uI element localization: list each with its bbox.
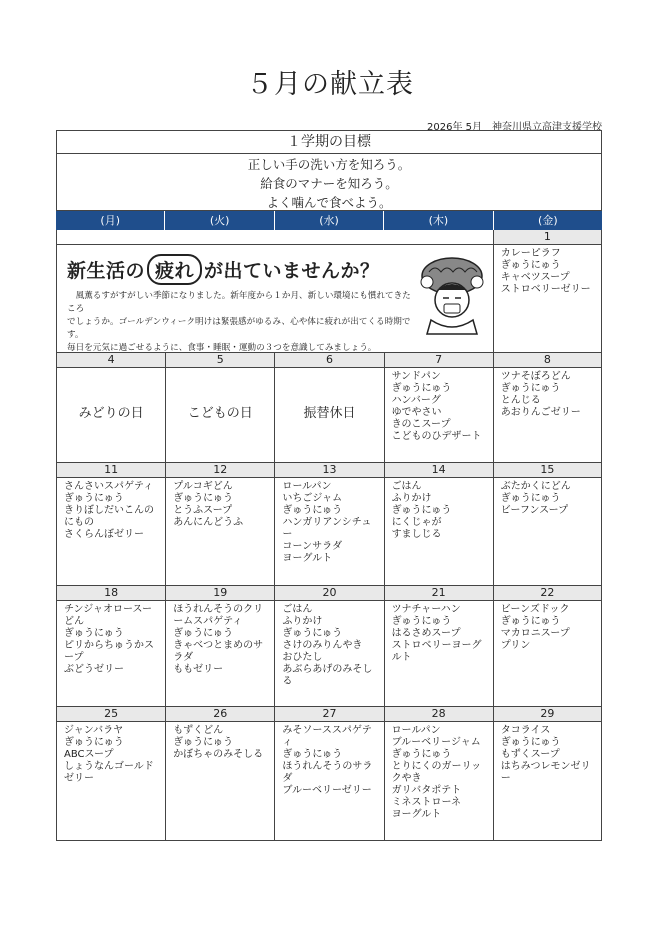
menu-item: カレーピラフ xyxy=(500,248,561,259)
notice-line: でしょうか。ゴールデンウィーク明けは緊張感がゆるみ、心や体に疲れが出てくる時期です。 xyxy=(67,317,411,340)
menu-list xyxy=(166,722,274,761)
goal-item: 正しい手の洗い方を知ろう。 xyxy=(247,157,411,172)
menu-item: さけのみりんやき xyxy=(282,640,363,651)
menu-list xyxy=(385,478,493,541)
calendar-day-cell xyxy=(165,586,274,707)
day-number: 27 xyxy=(275,707,383,722)
calendar-day-cell xyxy=(493,463,602,586)
day-number: 7 xyxy=(385,353,493,368)
menu-item: ももゼリー xyxy=(173,664,224,675)
calendar-day-cell xyxy=(274,586,383,707)
menu-item: ブルーベリーゼリー xyxy=(282,785,372,796)
notice-panel xyxy=(56,230,493,353)
menu-list xyxy=(166,601,274,676)
menu-item: ストロベリーヨーグルト xyxy=(391,640,482,663)
menu-list xyxy=(166,478,274,529)
menu-item: ぎゅうにゅう xyxy=(282,505,343,516)
menu-item: はちみつレモンゼリー xyxy=(500,761,591,784)
menu-item: タコライス xyxy=(500,725,551,736)
menu-list xyxy=(57,478,165,541)
weekday-wed: (水) xyxy=(275,211,384,230)
menu-item: ぎゅうにゅう xyxy=(64,493,124,504)
calendar-day-cell xyxy=(165,707,274,841)
day-number: 26 xyxy=(166,707,274,722)
menu-item: ロールパン xyxy=(282,481,332,492)
menu-list xyxy=(57,421,165,424)
holiday-label: こどもの日 xyxy=(187,406,253,421)
notice-headline-b: 疲れ xyxy=(147,254,202,285)
menu-item: キャベツスープ xyxy=(500,272,570,283)
menu-item: はるさめスープ xyxy=(391,628,461,639)
menu-item: ロールパン xyxy=(391,725,441,736)
calendar-day-cell xyxy=(56,463,165,586)
menu-item: あんにんどうふ xyxy=(173,517,244,528)
menu-item: ハンバーグ xyxy=(391,395,441,406)
menu-item: しょうなんゴールドゼリー xyxy=(64,761,154,784)
weekday-thu: (木) xyxy=(384,211,493,230)
calendar-day-cell xyxy=(274,353,383,463)
menu-item: いちごジャム xyxy=(282,493,343,504)
menu-item: ピリからちゅうかスープ xyxy=(64,640,154,663)
notice-headline xyxy=(67,254,380,285)
goals-heading: １学期の目標 xyxy=(57,131,601,154)
calendar-day-cell xyxy=(384,586,493,707)
menu-item: あぶらあげのみそしる xyxy=(282,664,373,687)
menu-item: さくらんぼゼリー xyxy=(64,529,144,540)
menu-item: にくじゃが xyxy=(391,517,442,528)
day-number: 5 xyxy=(166,353,274,368)
notice-line: 風薫るすがすがしい季節になりました。新年度から１か月、新しい環境にも慣れてきたころ xyxy=(67,291,411,314)
menu-item: ガリバタポテト xyxy=(391,785,462,796)
calendar-day-cell xyxy=(493,230,602,353)
calendar-day-cell xyxy=(274,707,383,841)
menu-item: とんじる xyxy=(500,395,541,406)
menu-item: ふりかけ xyxy=(391,493,432,504)
menu-item: さんさいスパゲティ xyxy=(64,481,154,492)
menu-item: ぎゅうにゅう xyxy=(500,383,561,394)
menu-list xyxy=(385,722,493,821)
menu-item: ぎゅうにゅう xyxy=(64,628,124,639)
menu-item: おひたし xyxy=(282,652,323,663)
menu-item: ぎゅうにゅう xyxy=(391,383,452,394)
menu-item: ぎゅうにゅう xyxy=(500,493,561,504)
day-number: 4 xyxy=(57,353,165,368)
menu-item: ハンガリアンシチュー xyxy=(282,517,372,540)
menu-item: きりぼしだいこんのにもの xyxy=(64,505,154,528)
day-number: 22 xyxy=(494,586,601,601)
weekday-tue: (火) xyxy=(165,211,274,230)
day-number: 18 xyxy=(57,586,165,601)
menu-list xyxy=(275,421,383,424)
notice-headline-a: 新生活の xyxy=(67,260,146,282)
menu-calendar xyxy=(56,230,602,841)
calendar-day-cell xyxy=(56,707,165,841)
day-number: 28 xyxy=(385,707,493,722)
day-number: 1 xyxy=(494,230,601,245)
menu-item: ぎゅうにゅう xyxy=(500,737,561,748)
holiday-label: みどりの日 xyxy=(78,406,144,421)
day-number: 12 xyxy=(166,463,274,478)
day-number: 19 xyxy=(166,586,274,601)
menu-item: ぎゅうにゅう xyxy=(500,616,561,627)
goal-item: よく噛んで食べよう。 xyxy=(266,195,392,210)
menu-list xyxy=(494,722,601,785)
menu-list xyxy=(275,478,383,565)
menu-item: ストロベリーゼリー xyxy=(500,284,591,295)
page-title: ５月の献立表 xyxy=(246,69,414,100)
calendar-week-2 xyxy=(56,353,602,463)
calendar-week-3 xyxy=(56,463,602,586)
calendar-week-1 xyxy=(56,230,602,353)
menu-item: ぎゅうにゅう xyxy=(500,260,561,271)
menu-item: ぎゅうにゅう xyxy=(173,493,233,504)
menu-item: ツナチャーハン xyxy=(391,604,461,615)
menu-item: ふりかけ xyxy=(282,616,323,627)
menu-list xyxy=(385,368,493,443)
calendar-week-5 xyxy=(56,707,602,841)
menu-item: ツナそぼろどん xyxy=(500,371,571,382)
menu-list xyxy=(494,478,601,517)
day-number: 11 xyxy=(57,463,165,478)
menu-item: すましじる xyxy=(391,529,442,540)
menu-list xyxy=(385,601,493,664)
goals-box xyxy=(56,130,602,211)
calendar-day-cell xyxy=(56,353,165,463)
holiday-label: 振替休日 xyxy=(303,406,356,421)
day-number: 21 xyxy=(385,586,493,601)
menu-item: プリン xyxy=(500,640,531,651)
menu-item: ABCスープ xyxy=(64,749,114,760)
menu-item: とりにくのガーリックやき xyxy=(391,761,482,784)
calendar-day-cell xyxy=(493,586,602,707)
blank-date-strip xyxy=(57,230,493,245)
menu-item: チンジャオロースーどん xyxy=(64,604,153,627)
menu-item: ビーンズドック xyxy=(500,604,570,615)
menu-list xyxy=(57,601,165,676)
calendar-day-cell xyxy=(56,586,165,707)
day-number: 14 xyxy=(385,463,493,478)
day-number: 29 xyxy=(494,707,601,722)
menu-item: サンドパン xyxy=(391,371,441,382)
menu-item: ゆでやさい xyxy=(391,407,442,418)
calendar-day-cell xyxy=(493,353,602,463)
menu-item: ぎゅうにゅう xyxy=(173,737,233,748)
menu-item: ミネストローネ xyxy=(391,797,462,808)
weekday-fri: (金) xyxy=(538,214,558,227)
day-number: 6 xyxy=(275,353,383,368)
menu-list xyxy=(275,601,383,688)
menu-item: ブルーベリージャム xyxy=(391,737,481,748)
menu-item: もずくスープ xyxy=(500,749,560,760)
menu-item: もずくどん xyxy=(173,725,224,736)
menu-item: ぎゅうにゅう xyxy=(282,628,343,639)
menu-item: ビーフンスープ xyxy=(500,505,569,516)
menu-item: プルコギどん xyxy=(173,481,233,492)
menu-item: マカロニスープ xyxy=(500,628,570,639)
menu-list xyxy=(494,601,601,652)
calendar-day-cell xyxy=(165,353,274,463)
menu-item: こどものひデザート xyxy=(391,431,482,442)
menu-list xyxy=(57,722,165,785)
calendar-day-cell xyxy=(274,463,383,586)
menu-item: ぎゅうにゅう xyxy=(282,749,343,760)
calendar-week-4 xyxy=(56,586,602,707)
menu-item: ぎゅうにゅう xyxy=(64,737,124,748)
menu-item: きのこスープ xyxy=(391,419,451,430)
goals-list xyxy=(57,154,601,212)
calendar-day-cell xyxy=(384,353,493,463)
notice-headline-c: が出ていませんか？ xyxy=(204,260,380,282)
menu-item: ごはん xyxy=(282,604,313,615)
menu-item: かぼちゃのみそしる xyxy=(173,749,264,760)
menu-item: ぎゅうにゅう xyxy=(391,505,452,516)
menu-item: ほうれんそうのクリームスパゲティ xyxy=(173,604,264,627)
notice-body xyxy=(67,290,415,355)
menu-list xyxy=(494,368,601,419)
menu-list xyxy=(494,245,601,296)
day-number: 13 xyxy=(275,463,383,478)
weekday-mon: (月) xyxy=(56,211,165,230)
menu-item: ぎゅうにゅう xyxy=(391,616,452,627)
calendar-weeks xyxy=(56,353,602,841)
weekday-header xyxy=(56,211,602,230)
menu-item: ぎゅうにゅう xyxy=(391,749,452,760)
menu-item: ほうれんそうのサラダ xyxy=(282,761,373,784)
menu-item: とうふスープ xyxy=(173,505,233,516)
menu-item: みそソーススパゲティ xyxy=(282,725,372,748)
menu-item: きゃべつとまめのサラダ xyxy=(173,640,264,663)
menu-item: ぶたかくにどん xyxy=(500,481,571,492)
menu-list xyxy=(275,722,383,797)
calendar-day-cell xyxy=(384,463,493,586)
day-number: 8 xyxy=(494,353,601,368)
menu-item: ぶどうゼリー xyxy=(64,664,124,675)
day-number: 20 xyxy=(275,586,383,601)
tired-character-icon xyxy=(417,248,487,338)
calendar-day-cell xyxy=(165,463,274,586)
goal-item: 給食のマナーを知ろう。 xyxy=(260,176,398,191)
menu-item: ごはん xyxy=(391,481,422,492)
day-number: 25 xyxy=(57,707,165,722)
calendar-day-cell xyxy=(384,707,493,841)
day-number: 15 xyxy=(494,463,601,478)
calendar-day-cell xyxy=(493,707,602,841)
notice-line: 毎日を元気に過ごせるように、食事・睡眠・運動の３つを意識してみましょう。 xyxy=(67,343,377,353)
menu-item: コーンサラダ xyxy=(282,541,343,552)
menu-item: ぎゅうにゅう xyxy=(173,628,233,639)
menu-item: あおりんごゼリー xyxy=(500,407,581,418)
menu-item: ヨーグルト xyxy=(391,809,442,820)
school-date-info: 2026年 5月 神奈川県立高津支援学校 xyxy=(427,122,602,133)
menu-list xyxy=(166,421,274,424)
menu-item: ヨーグルト xyxy=(282,553,333,564)
menu-item: ジャンバラヤ xyxy=(64,725,124,736)
